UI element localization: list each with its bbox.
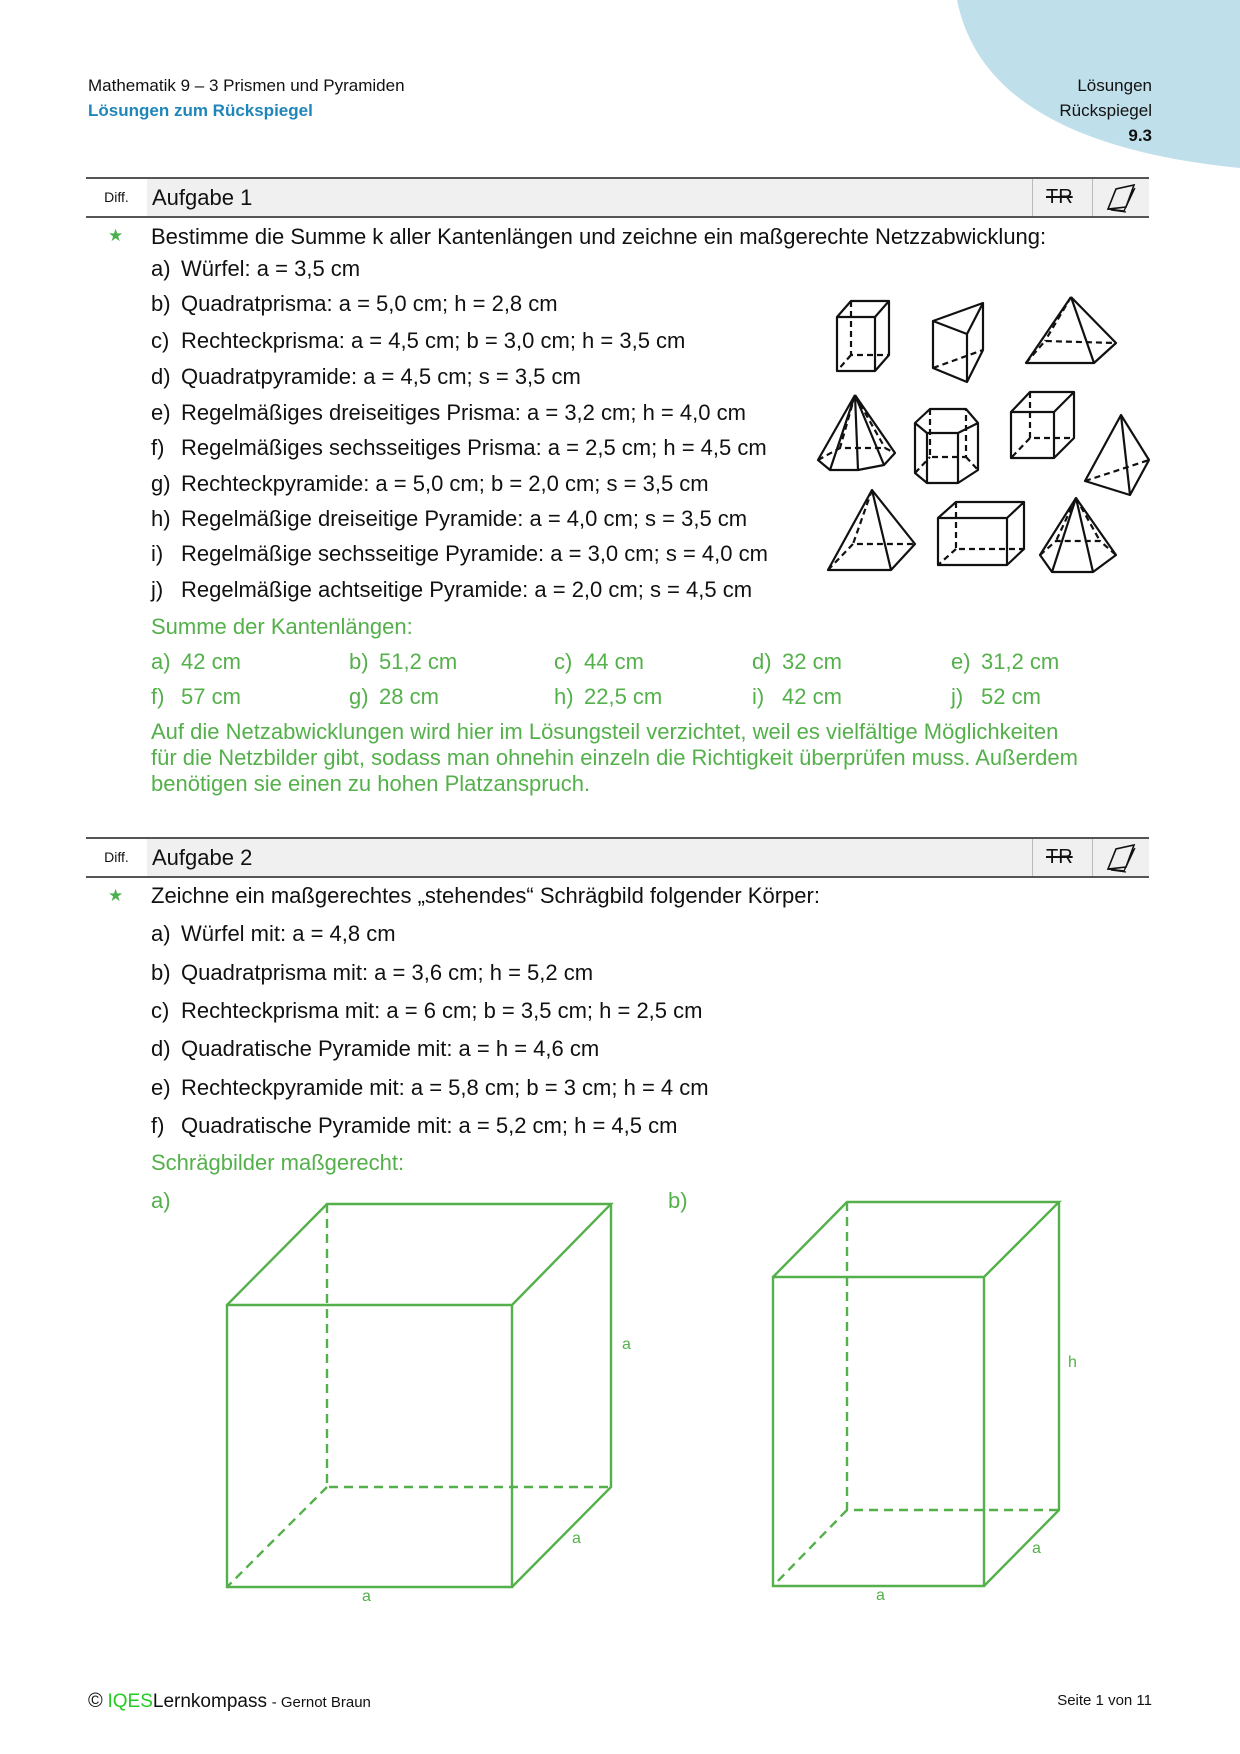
answer-item [951,649,1059,675]
cube-oblique-drawing [227,1204,611,1587]
triangular-pyramid-figure [1085,415,1149,495]
item-label: c) [151,328,170,353]
item-label: b) [151,960,171,985]
hexagonal-pyramid-figure [1040,498,1116,572]
item-label: f) [151,435,165,460]
header-subject: Mathematik 9 – 3 Prismen und Pyramiden [88,76,405,95]
answer-item [554,649,644,675]
difficulty-label: Diff. [86,179,147,216]
square-prism-oblique-drawing [773,1202,1059,1586]
item-text: Rechteckprisma: a = 4,5 cm; b = 3,0 cm; h = 3,5 cm [181,328,686,353]
item-label: a) [151,921,171,946]
answer-label: a) [151,649,171,674]
edge-label: a [622,1336,631,1353]
header-section-number: 9.3 [1128,126,1152,145]
divider [1092,839,1093,876]
item-text: Regelmäßiges dreiseitiges Prisma: a = 3,2 cm; h = 4,0 cm [181,400,746,425]
brand-lernkompass: Lernkompass [152,1691,267,1712]
answer-value: 42 cm [782,684,842,709]
item-text: Würfel: a = 3,5 cm [181,256,361,281]
answer-item [752,684,842,710]
edge-label: h [1068,1354,1077,1371]
answer-item [151,684,241,710]
divider [1032,839,1033,876]
hexagonal-prism-figure [915,409,978,483]
task2-item [151,1113,677,1139]
item-text: Rechteckpyramide mit: a = 5,8 cm; b = 3 cm; h = 4 cm [181,1075,709,1100]
copyright-symbol: © [88,1690,103,1712]
edge-label: a [362,1588,371,1605]
solids-illustration [815,285,1160,585]
octagonal-pyramid-figure [818,395,895,470]
footer-author: - Gernot Braun [271,1694,371,1711]
task2-item [151,1075,709,1101]
task2-item [151,960,593,986]
item-label: j) [151,577,164,602]
answer-item [951,684,1041,710]
brand-iqes: IQES [107,1691,153,1712]
item-label: e) [151,1075,171,1100]
page-number: Seite 1 von 11 [1057,1692,1152,1709]
header-subtitle: Lösungen zum Rückspiegel [88,101,313,120]
answer-label: b) [349,649,369,674]
header-right-line1: Lösungen [1077,76,1152,95]
answer-item [349,649,457,675]
answer-value: 32 cm [782,649,842,674]
task2-item [151,1036,599,1062]
item-text: Regelmäßige sechsseitige Pyramide: a = 3,0 cm; s = 4,0 cm [181,541,768,566]
task1-item [151,435,767,461]
divider [1092,179,1093,216]
answer-item [151,649,241,675]
answer-value: 42 cm [181,649,241,674]
triangular-prism-figure [933,303,983,382]
header-right-line2: Rückspiegel [1059,101,1152,120]
edge-label: a [876,1587,885,1604]
edge-label: a [572,1530,581,1547]
answer-value: 57 cm [181,684,241,709]
task1-item [151,364,581,390]
task1-note-line: benötigen sie einen zu hohen Platzanspruch. [151,771,591,796]
square-pyramid-figure [1026,297,1116,363]
answer-value: 22,5 cm [584,684,663,709]
figure-a-label: a) [151,1188,171,1213]
task1-note-line: für die Netzbilder gibt, sodass man ohnehin einzeln die Richtigkeit überprüfen muss. Außerdem [151,745,1078,770]
task1-instruction: Bestimme die Summe k aller Kantenlängen und zeichne ein maßgerechte Netzzabwicklung: [151,224,1047,249]
answer-label: j) [951,684,964,709]
answer-label: c) [554,649,573,674]
item-text: Quadratpyramide: a = 4,5 cm; s = 3,5 cm [181,364,581,389]
item-label: d) [151,1036,171,1061]
task2-solution-heading: Schrägbilder maßgerecht: [151,1150,405,1175]
answer-label: f) [151,684,165,709]
task1-item [151,256,360,282]
task2-title: Aufgabe 2 [152,845,253,870]
task2-item [151,998,702,1024]
task1-note-line: Auf die Netzabwicklungen wird hier im Lösungsteil verzichtet, weil es vielfältige Möglichkeiten [151,719,1059,744]
task2-item [151,921,396,947]
task2-header-bar [86,837,1149,878]
task1-item [151,577,752,603]
rectangular-prism-figure [938,502,1024,565]
task1-item [151,400,746,426]
divider [1032,179,1033,216]
answer-value: 51,2 cm [379,649,458,674]
item-text: Quadratische Pyramide mit: a = 5,2 cm; h = 4,5 cm [181,1113,678,1138]
cube-figure [1011,392,1074,458]
answer-value: 28 cm [379,684,439,709]
task1-item [151,506,747,532]
item-text: Quadratprisma mit: a = 3,6 cm; h = 5,2 cm [181,960,594,985]
difficulty-label: Diff. [86,839,147,876]
rectangle-pyramid-figure [828,490,915,570]
item-label: c) [151,998,170,1023]
difficulty-star-icon: ★ [108,886,124,905]
edge-label: a [1032,1540,1041,1557]
item-text: Rechteckpyramide: a = 5,0 cm; b = 2,0 cm; s = 3,5 cm [181,471,709,496]
difficulty-star-icon: ★ [108,226,124,245]
item-text: Regelmäßige achtseitige Pyramide: a = 2,0 cm; s = 4,5 cm [181,577,753,602]
answer-label: g) [349,684,369,709]
corner-decoration [0,0,1240,200]
calculator-not-allowed-label: TR [1046,186,1073,208]
answer-label: d) [752,649,772,674]
calculator-not-allowed-label: TR [1046,846,1073,868]
prism-figure-1 [837,301,889,371]
task1-title: Aufgabe 1 [152,185,253,210]
task1-item [151,541,768,567]
task1-header-bar [86,177,1149,218]
item-text: Quadratprisma: a = 5,0 cm; h = 2,8 cm [181,291,558,316]
item-label: i) [151,541,164,566]
answer-label: i) [752,684,765,709]
answer-item [349,684,439,710]
item-label: g) [151,471,171,496]
answer-item [554,684,662,710]
answer-value: 44 cm [584,649,644,674]
item-text: Rechteckprisma mit: a = 6 cm; b = 3,5 cm; h = 2,5 cm [181,998,703,1023]
answer-label: h) [554,684,574,709]
figure-b-label: b) [668,1188,688,1213]
task1-item [151,471,709,497]
answer-label: e) [951,649,971,674]
item-text: Regelmäßige dreiseitige Pyramide: a = 4,0 cm; s = 3,5 cm [181,506,748,531]
item-text: Quadratische Pyramide mit: a = h = 4,6 cm [181,1036,600,1061]
task2-instruction: Zeichne ein maßgerechtes „stehendes“ Schrägbild folgender Körper: [151,883,820,908]
item-text: Würfel mit: a = 4,8 cm [181,921,396,946]
answer-value: 31,2 cm [981,649,1060,674]
item-label: a) [151,256,171,281]
item-label: e) [151,400,171,425]
item-label: h) [151,506,171,531]
item-text: Regelmäßiges sechsseitiges Prisma: a = 2,5 cm; h = 4,5 cm [181,435,767,460]
item-label: f) [151,1113,165,1138]
book-icon [1104,843,1138,873]
task1-item [151,328,685,354]
answer-value: 52 cm [981,684,1041,709]
item-label: d) [151,364,171,389]
item-label: b) [151,291,171,316]
footer-brand [88,1690,371,1713]
task1-item [151,291,558,317]
book-icon [1104,183,1138,213]
answer-item [752,649,842,675]
task1-solution-heading: Summe der Kantenlängen: [151,614,413,639]
